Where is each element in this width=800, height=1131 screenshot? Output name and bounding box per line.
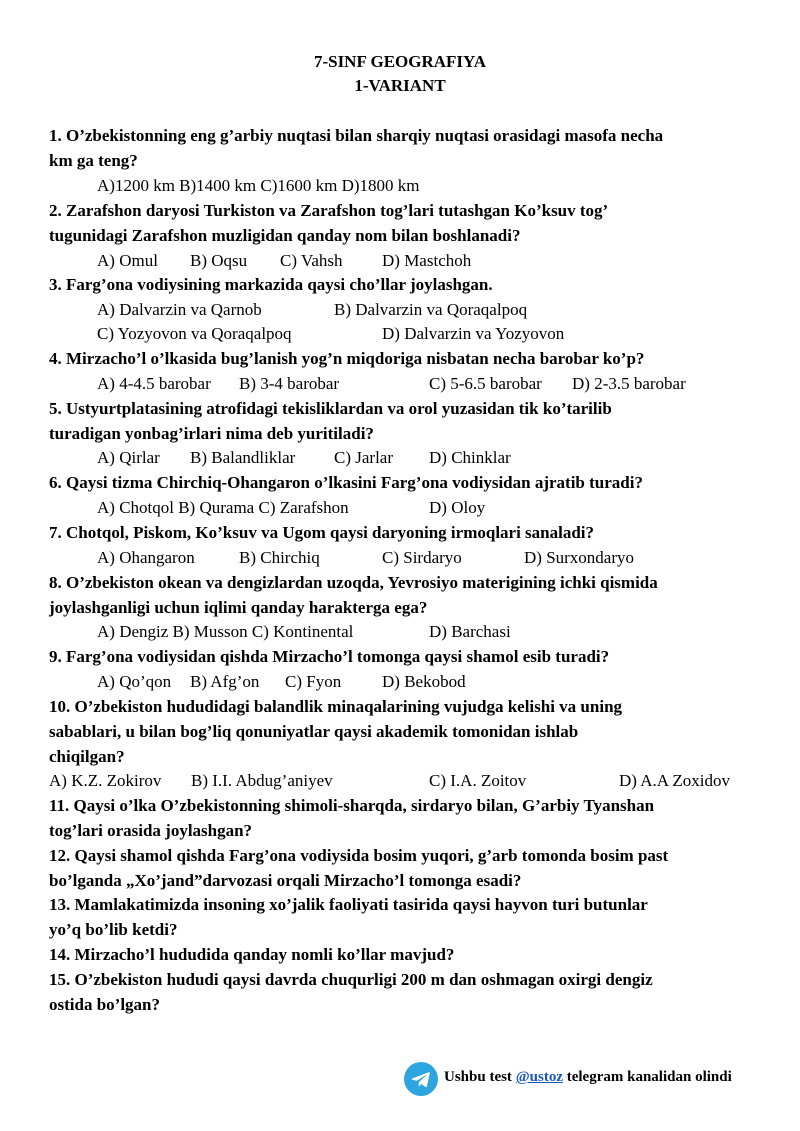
answer-option: A) Qirlar [97, 448, 160, 467]
answer-option: D) Surxondaryo [524, 548, 635, 567]
answer-option: C) 5-6.5 barobar [429, 374, 542, 393]
question-line: 12. Qaysi shamol qishda Farg’ona vodiysida bosim yuqori, g’arb tomonda bosim past [49, 846, 669, 865]
question-line: 14. Mirzacho’l hududida qanday nomli ko’llar mavjud? [49, 945, 455, 964]
question-line: chiqilgan? [49, 747, 125, 766]
question-10 [49, 694, 769, 769]
question-12 [49, 843, 769, 893]
answer-option: A) Dengiz B) Musson C) Kontinental [97, 622, 354, 641]
question-7 [49, 520, 769, 545]
question-line: 8. O’zbekiston okean va dengizlardan uzoqda, Yevrosiyo materigining ichki qismida [49, 573, 658, 592]
question-line: 13. Mamlakatimizda insoning xo’jalik faoliyati tasirida qaysi hayvon turi butunlar [49, 895, 648, 914]
question-line: 1. O’zbekistonning eng g’arbiy nuqtasi bilan sharqiy nuqtasi orasidagi masofa necha [49, 126, 664, 145]
answer-option: C) I.A. Zoitov [429, 771, 527, 790]
answer-option: D) Barchasi [429, 622, 511, 641]
question-5 [49, 396, 769, 446]
question-line: 6. Qaysi tizma Chirchiq-Ohangaron o’lkasini Farg’ona vodiysidan ajratib turadi? [49, 473, 643, 492]
question-line: sabablari, u bilan bog’liq qonuniyatlar qaysi akademik tomonidan ishlab [49, 722, 579, 741]
question-15 [49, 967, 769, 1017]
page-title: 7-SINF GEOGRAFIYA [313, 52, 487, 71]
footer-credit [404, 1062, 764, 1096]
footer-suffix: telegram kanalidan olindi [562, 1069, 732, 1085]
question-11 [49, 793, 769, 843]
question-line: turadigan yonbag’irlari nima deb yuritiladi? [49, 424, 374, 443]
answer-option: D) Oloy [429, 498, 486, 517]
variant-title: 1-VARIANT [354, 76, 446, 95]
question-line: 7. Chotqol, Piskom, Ko’ksuv va Ugom qaysi daryoning irmoqlari sanaladi? [49, 523, 595, 542]
telegram-icon [404, 1062, 438, 1096]
question-line: 11. Qaysi o’lka O’zbekistonning shimoli-sharqda, sirdaryo bilan, G’arbiy Tyanshan [49, 796, 655, 815]
answer-option: B) Afg’on [190, 672, 260, 691]
answer-option: D) Dalvarzin va Yozyovon [382, 324, 565, 343]
answer-option: B) Balandliklar [190, 448, 296, 467]
answer-option: A) 4-4.5 barobar [97, 374, 211, 393]
question-8 [49, 570, 769, 620]
question-line: bo’lganda „Xo’jand”darvozasi orqali Mirzacho’l tomonga esadi? [49, 871, 522, 890]
footer-text [444, 1069, 732, 1086]
question-line: 9. Farg’ona vodiysidan qishda Mirzacho’l tomonga qaysi shamol esib turadi? [49, 647, 610, 666]
question-6 [49, 470, 769, 495]
question-4 [49, 346, 769, 371]
question-line: yo’q bo’lib ketdi? [49, 920, 178, 939]
answer-option: A)1200 km B)1400 km C)1600 km D)1800 km [97, 176, 420, 195]
answer-option: C) Jarlar [334, 448, 394, 467]
answer-option: D) Chinklar [429, 448, 511, 467]
question-line: 4. Mirzacho’l o’lkasida bug’lanish yog’n miqdoriga nisbatan necha barobar ko’p? [49, 349, 645, 368]
question-line: 10. O’zbekiston hududidagi balandlik minaqalarining vujudga kelishi va uning [49, 697, 623, 716]
answer-option: A) Ohangaron [97, 548, 195, 567]
answer-option: B) Dalvarzin va Qoraqalpoq [334, 300, 528, 319]
question-9 [49, 644, 769, 669]
footer-prefix: Ushbu test [444, 1069, 516, 1085]
answer-option: A) Qo’qon [97, 672, 172, 691]
question-line: 5. Ustyurtplatasining atrofidagi tekisliklardan va orol yuzasidan tik ko’tarilib [49, 399, 612, 418]
answer-option: B) I.I. Abdug’aniyev [191, 771, 333, 790]
answer-option: C) Sirdaryo [382, 548, 462, 567]
question-line: ostida bo’lgan? [49, 995, 160, 1014]
question-line: 2. Zarafshon daryosi Turkiston va Zarafshon tog’lari tutashgan Ko’ksuv tog’ [49, 201, 609, 220]
answer-option: D) Bekobod [382, 672, 466, 691]
answer-option: D) Mastchoh [382, 251, 472, 270]
answer-option: D) 2-3.5 barobar [572, 374, 686, 393]
answer-option: C) Vahsh [280, 251, 343, 270]
question-line: tugunidagi Zarafshon muzligidan qanday nom bilan boshlanadi? [49, 226, 521, 245]
question-line: joylashganligi uchun iqlimi qanday harakterga ega? [49, 598, 428, 617]
answer-option: A) K.Z. Zokirov [49, 771, 162, 790]
question-13 [49, 892, 769, 942]
answer-option: B) 3-4 barobar [239, 374, 340, 393]
question-3 [49, 272, 769, 297]
answer-option: A) Omul [97, 251, 158, 270]
answer-option: A) Chotqol B) Qurama C) Zarafshon [97, 498, 349, 517]
question-line: 15. O’zbekiston hududi qaysi davrda chuqurligi 200 m dan oshmagan oxirgi dengiz [49, 970, 653, 989]
question-line: 3. Farg’ona vodiysining markazida qaysi cho’llar joylashgan. [49, 275, 493, 294]
channel-link[interactable]: @ustoz [515, 1069, 563, 1085]
answer-option: D) A.A Zoxidov [619, 771, 730, 790]
answer-option: B) Chirchiq [239, 548, 320, 567]
question-2 [49, 198, 769, 248]
answer-option: A) Dalvarzin va Qarnob [97, 300, 262, 319]
question-14 [49, 942, 769, 967]
question-line: tog’lari orasida joylashgan? [49, 821, 253, 840]
answer-option: C) Yozyovon va Qoraqalpoq [97, 324, 292, 343]
question-1 [49, 123, 769, 173]
answer-option: B) Oqsu [190, 251, 248, 270]
answer-option: C) Fyon [285, 672, 342, 691]
question-line: km ga teng? [49, 151, 138, 170]
